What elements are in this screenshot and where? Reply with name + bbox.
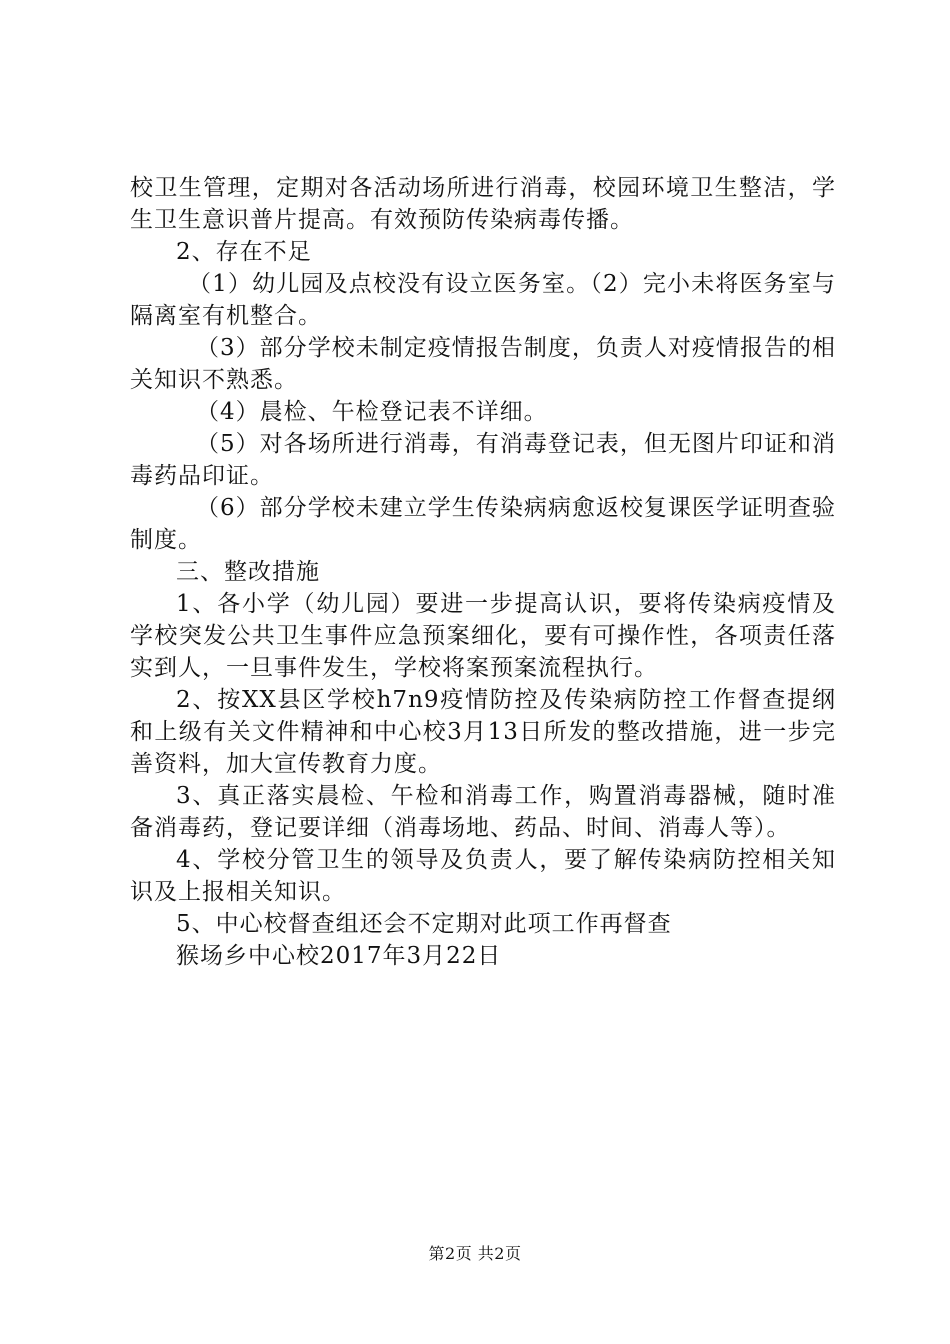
list-item-measure-1: 1、各小学（幼儿园）要进一步提高认识，要将传染病疫情及学校突发公共卫生事件应急预案细化，要有可操作性，各项责任落实到人，一旦事件发生，学校将案预案流程执行。 (130, 591, 836, 681)
list-item-measure-5: 5、中心校督查组还会不定期对此项工作再督查 (176, 911, 672, 937)
paragraph-continuation: 校卫生管理，定期对各活动场所进行消毒，校园环境卫生整洁，学生卫生意识普片提高。有效预防传染病毒传播。 (130, 175, 836, 233)
list-item-shortcoming-6: （6）部分学校未建立学生传染病病愈返校复课医学证明查验制度。 (130, 495, 836, 553)
list-item-shortcoming-5: （5）对各场所进行消毒，有消毒登记表，但无图片印证和消毒药品印证。 (130, 431, 836, 489)
page-number-label: 第2页 共2页 (428, 1244, 522, 1263)
list-item-shortcoming-4: （4）晨检、午检登记表不详细。 (196, 399, 548, 425)
page-footer (0, 1244, 950, 1264)
list-item-measure-3: 3、真正落实晨检、午检和消毒工作，购置消毒器械，随时准备消毒药，登记要详细（消毒场地、药品、时间、消毒人等）。 (130, 783, 836, 841)
section-heading-measures: 三、整改措施 (176, 559, 320, 585)
document-body (130, 172, 836, 972)
list-item-shortcoming-3: （3）部分学校未制定疫情报告制度，负责人对疫情报告的相关知识不熟悉。 (130, 335, 836, 393)
signature-date-line: 猴场乡中心校2017年3月22日 (176, 943, 502, 969)
list-item-measure-4: 4、学校分管卫生的领导及负责人，要了解传染病防控相关知识及上报相关知识。 (130, 847, 836, 905)
list-item-measure-2: 2、按XX县区学校h7n9疫情防控及传染病防控工作督查提纲和上级有关文件精神和中心校3月13日所发的整改措施，进一步完善资料，加大宣传教育力度。 (130, 687, 836, 777)
section-heading-shortcomings: 2、存在不足 (176, 239, 312, 265)
list-item-shortcoming-1-2: （1）幼儿园及点校没有设立医务室。（2）完小未将医务室与隔离室有机整合。 (130, 271, 836, 329)
